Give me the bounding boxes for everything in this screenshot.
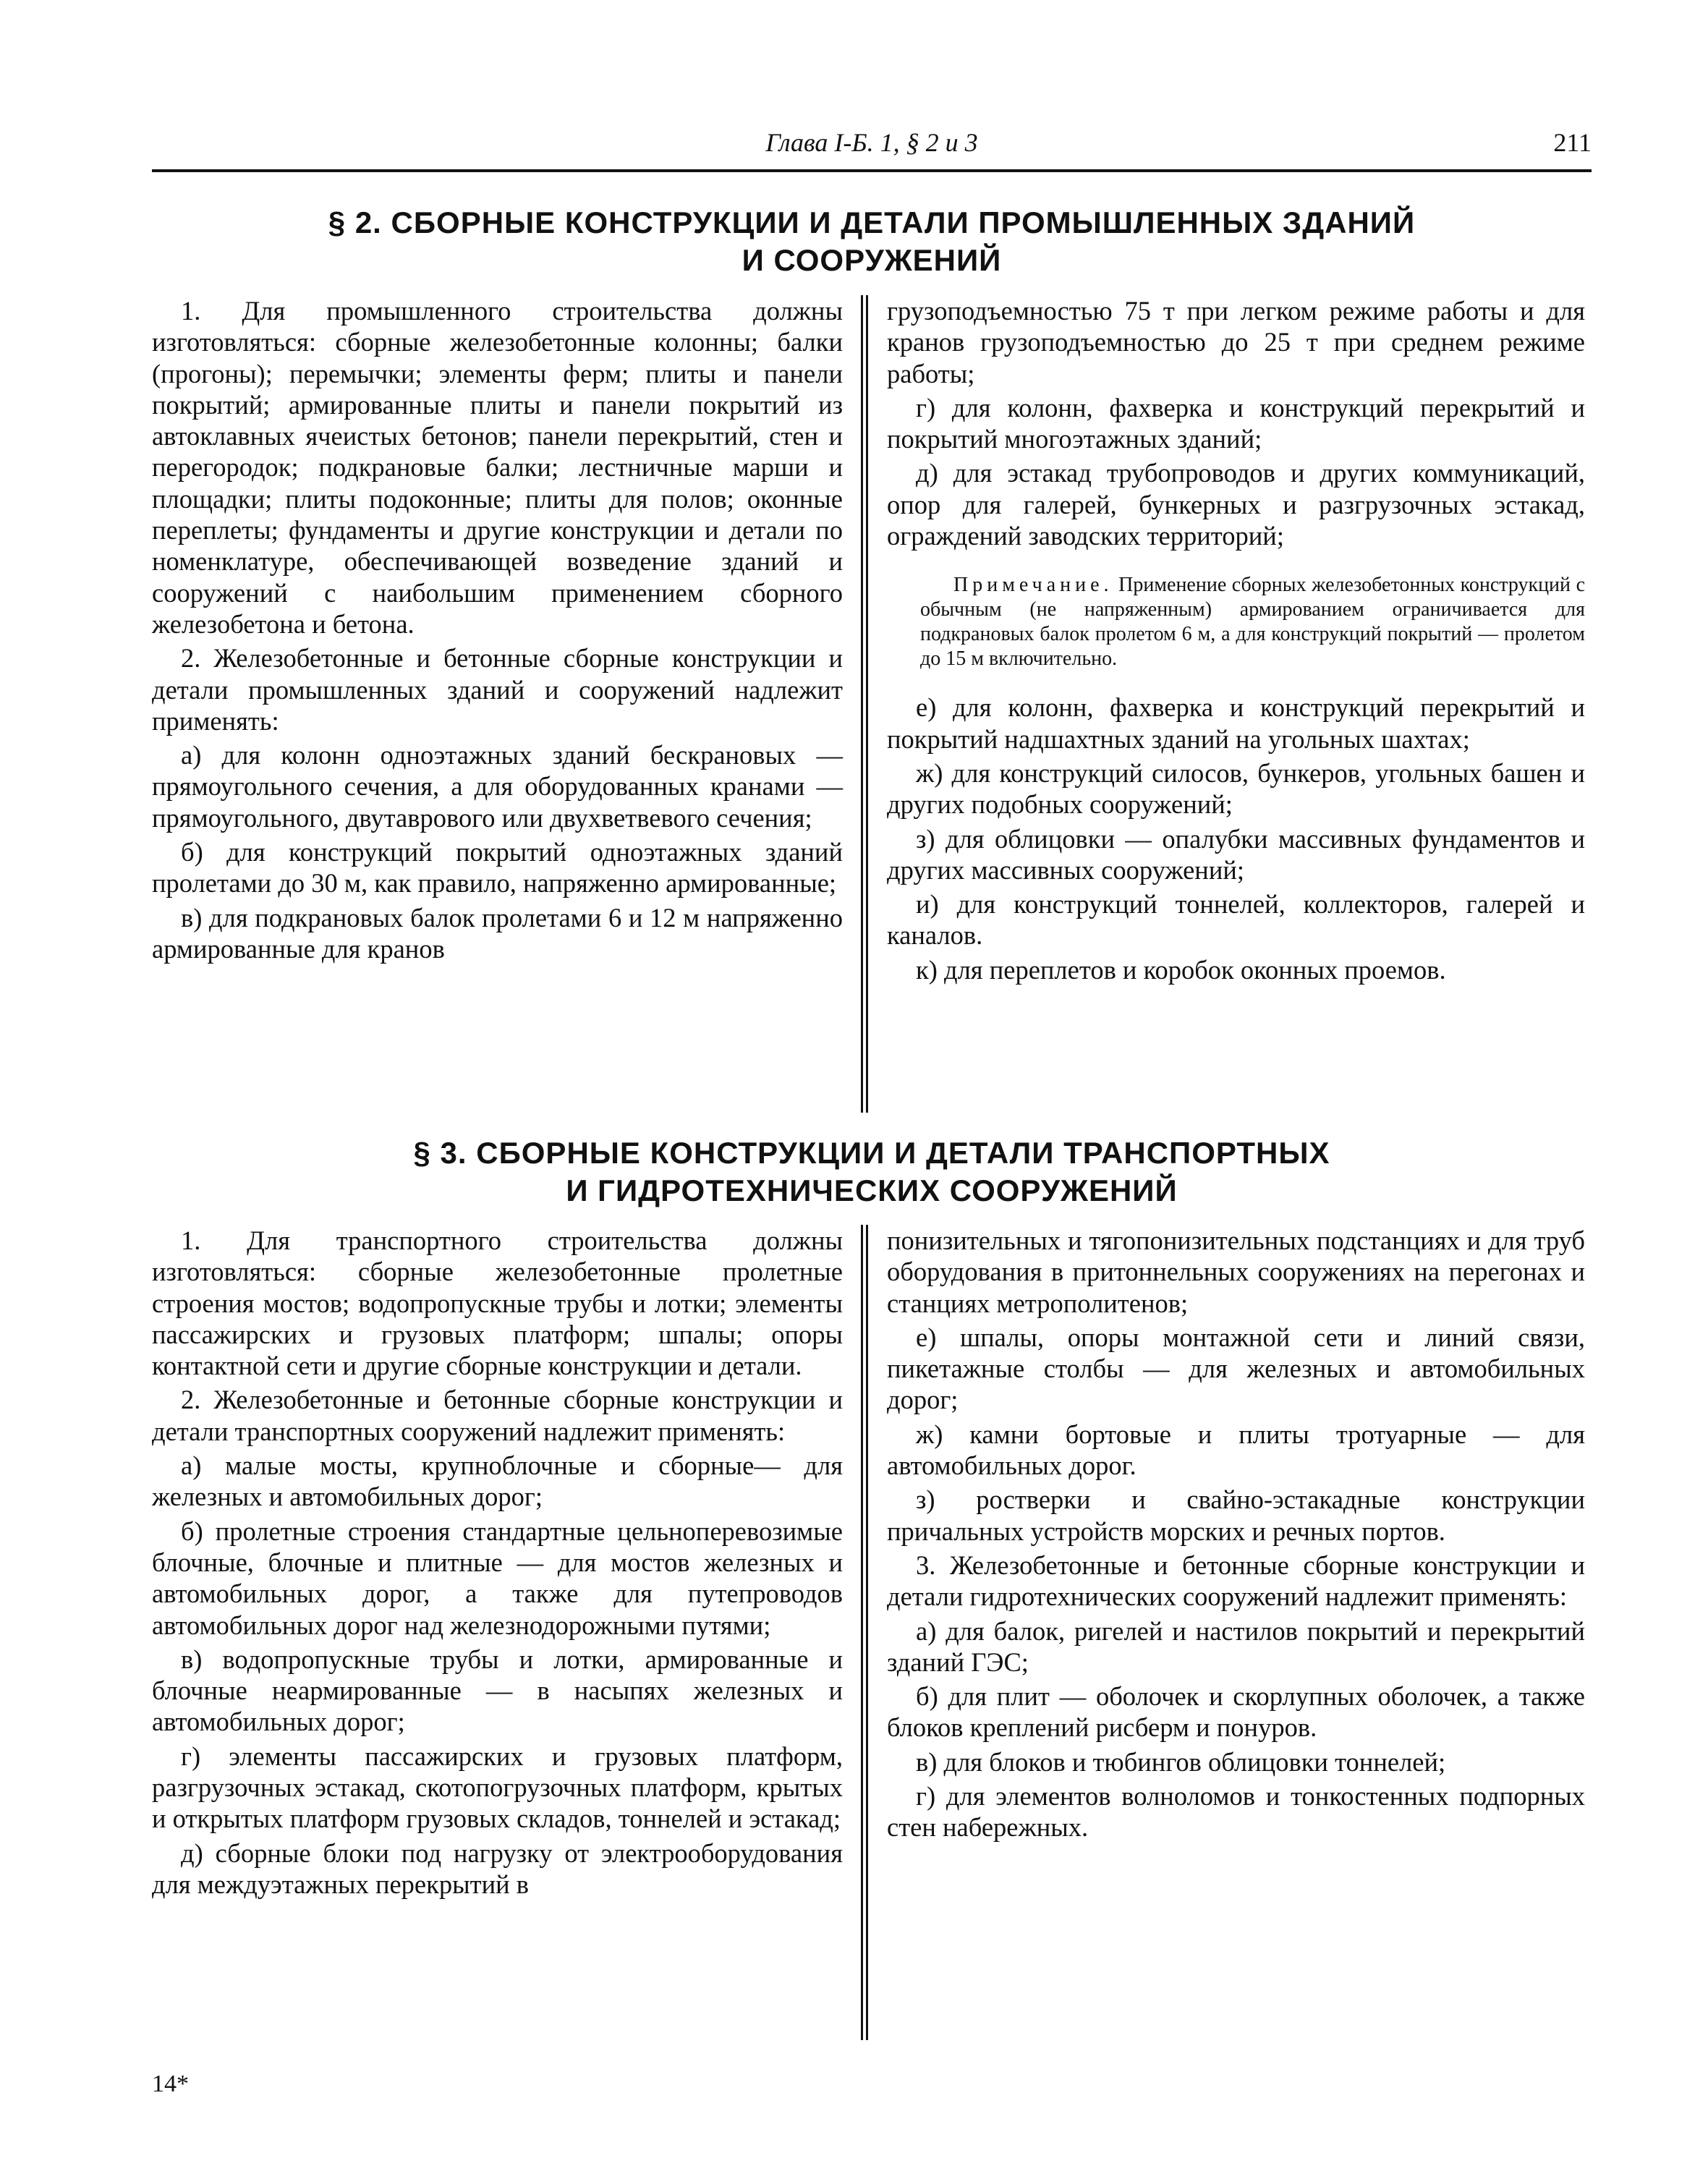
- list-item: з) для облицовки — опалубки массивных фундаментов и других массивных сооружений;: [887, 823, 1585, 885]
- section-3-title: [152, 1134, 1592, 1210]
- list-item: б) для плит — оболочек и скорлупных оболочек, а также блоков креплений рисберм и понуров.: [887, 1681, 1585, 1743]
- list-item: в) для подкрановых балок пролетами 6 и 12 м напряженно армированные для кранов: [152, 902, 843, 964]
- section-2-title-line-1: § 2. СБОРНЫЕ КОНСТРУКЦИИ И ДЕТАЛИ ПРОМЫШЛЕННЫХ ЗДАНИЙ: [328, 205, 1416, 239]
- paragraph-continuation: понизительных и тягопонизительных подстанциях и для труб оборудования в притоннельных сооружениях на перегонах и станциях метрополитенов;: [887, 1226, 1585, 1318]
- note-label: Примечание.: [953, 574, 1113, 597]
- list-item: б) пролетные строения стандартные цельноперевозимые блочные, блочные и плитные — для мостов железных и автомобильных дорог, а также для путепроводов автомобильных дорог над железнодорожными путями;: [152, 1516, 843, 1640]
- list-item: б) для конструкций покрытий одноэтажных зданий пролетами до 30 м, как правило, напряженно армированные;: [152, 837, 843, 899]
- list-item: д) сборные блоки под нагрузку от электрооборудования для междуэтажных перекрытий в: [152, 1838, 843, 1899]
- list-item: г) для колонн, фахверка и конструкций перекрытий и покрытий многоэтажных зданий;: [887, 392, 1585, 454]
- list-item: а) малые мосты, крупноблочные и сборные— для железных и автомобильных дорог;: [152, 1450, 843, 1512]
- list-item: г) для элементов волноломов и тонкостенных подпорных стен набережных.: [887, 1781, 1585, 1843]
- list-item: а) для балок, ригелей и настилов покрытий и перекрытий зданий ГЭС;: [887, 1615, 1585, 1677]
- note: [920, 573, 1585, 671]
- paragraph-continuation: грузоподъемностью 75 т при легком режиме работы и для кранов грузоподъемностью до 25 т при среднем режиме работы;: [887, 296, 1585, 388]
- list-item: ж) для конструкций силосов, бункеров, угольных башен и других подобных сооружений;: [887, 757, 1585, 820]
- list-item: к) для переплетов и коробок оконных проемов.: [916, 954, 1446, 985]
- page-header: [152, 123, 1592, 172]
- list-item: е) для колонн, фахверка и конструкций перекрытий и покрытий надшахтных зданий на угольных шахтах;: [887, 692, 1585, 754]
- section-2-title-line-2: И СООРУЖЕНИЙ: [742, 243, 1002, 277]
- list-item: в) для блоков и тюбингов облицовки тоннелей;: [916, 1746, 1446, 1777]
- paragraph: 2. Железобетонные и бетонные сборные конструкции и детали транспортных сооружений надлежит применять:: [152, 1385, 843, 1446]
- note-text: Применение сборных железобетонных конструкций с обычным (не напряженным) армированием ограничивается для подкрановых балок пролетом 6 м, а для конструкций покрытий — пролетом до 15 м включительно.: [920, 574, 1585, 671]
- list-item: з) ростверки и свайно-эстакадные конструкции причальных устройств морских и речных портов.: [887, 1484, 1585, 1546]
- printer-signature: 14*: [152, 2070, 189, 2097]
- list-item: а) для колонн одноэтажных зданий бескрановых — прямоугольного сечения, а для оборудованных кранами — прямоугольного, двутаврового или двухветвевого сечения;: [152, 740, 843, 833]
- column-divider: [861, 295, 868, 1113]
- column-divider: [861, 1225, 868, 2040]
- list-item: в) водопропускные трубы и лотки, армированные и блочные неармированные — в насыпях железных и автомобильных дорог;: [152, 1644, 843, 1737]
- list-item: г) элементы пассажирских и грузовых платформ, разгрузочных эстакад, скотопогрузочных платформ, крытых и открытых платформ грузовых складов, тоннелей и эстакад;: [152, 1741, 843, 1834]
- section-3-right-column: [887, 1225, 1585, 1846]
- paragraph: 3. Железобетонные и бетонные сборные конструкции и детали гидротехнических сооружений надлежит применять:: [887, 1550, 1585, 1612]
- running-head: Глава I-Б. 1, § 2 и 3: [765, 128, 978, 157]
- paragraph: 2. Железобетонные и бетонные сборные конструкции и детали промышленных зданий и сооружений надлежит применять:: [152, 643, 843, 736]
- paragraph: 1. Для промышленного строительства должны изготовляться: сборные железобетонные колонны; балки (прогоны); перемычки; элементы ферм; плиты и панели покрытий; армированные плиты и панели покрытий из автоклавных ячеистых бетонов; панели перекрытий, стен и перегородок; подкрановые балки; лестничные марши и площадки; плиты подоконные; плиты для полов; оконные переплеты; фундаменты и другие конструкции и детали по номенклатуре, обеспечивающей возведение зданий и сооружений с наибольшим применением сборного железобетона и бетона.: [152, 296, 843, 639]
- paragraph: 1. Для транспортного строительства должны изготовляться: сборные железобетонные пролетные строения мостов; водопропускные трубы и лотки; элементы пассажирских и грузовых платформ; шпалы; опоры контактной сети и другие сборные конструкции и детали.: [152, 1226, 843, 1381]
- list-item: е) шпалы, опоры монтажной сети и линий связи, пикетажные столбы — для железных и автомобильных дорог;: [887, 1322, 1585, 1415]
- section-3-title-line-2: И ГИДРОТЕХНИЧЕСКИХ СООРУЖЕНИЙ: [566, 1173, 1178, 1207]
- list-item: д) для эстакад трубопроводов и других коммуникаций, опор для галерей, бункерных и разгрузочных эстакад, ограждений заводских территорий;: [887, 458, 1585, 551]
- page-number: 211: [1553, 128, 1592, 157]
- section-2-right-column: [887, 295, 1585, 988]
- section-3-title-line-1: § 3. СБОРНЫЕ КОНСТРУКЦИИ И ДЕТАЛИ ТРАНСПОРТНЫХ: [413, 1136, 1330, 1170]
- list-item: ж) камни бортовые и плиты тротуарные — для автомобильных дорог.: [887, 1419, 1585, 1481]
- section-2-left-column: [152, 295, 843, 967]
- list-item: и) для конструкций тоннелей, коллекторов, галерей и каналов.: [887, 889, 1585, 951]
- section-2-title: [152, 204, 1592, 279]
- section-3-left-column: [152, 1225, 843, 1903]
